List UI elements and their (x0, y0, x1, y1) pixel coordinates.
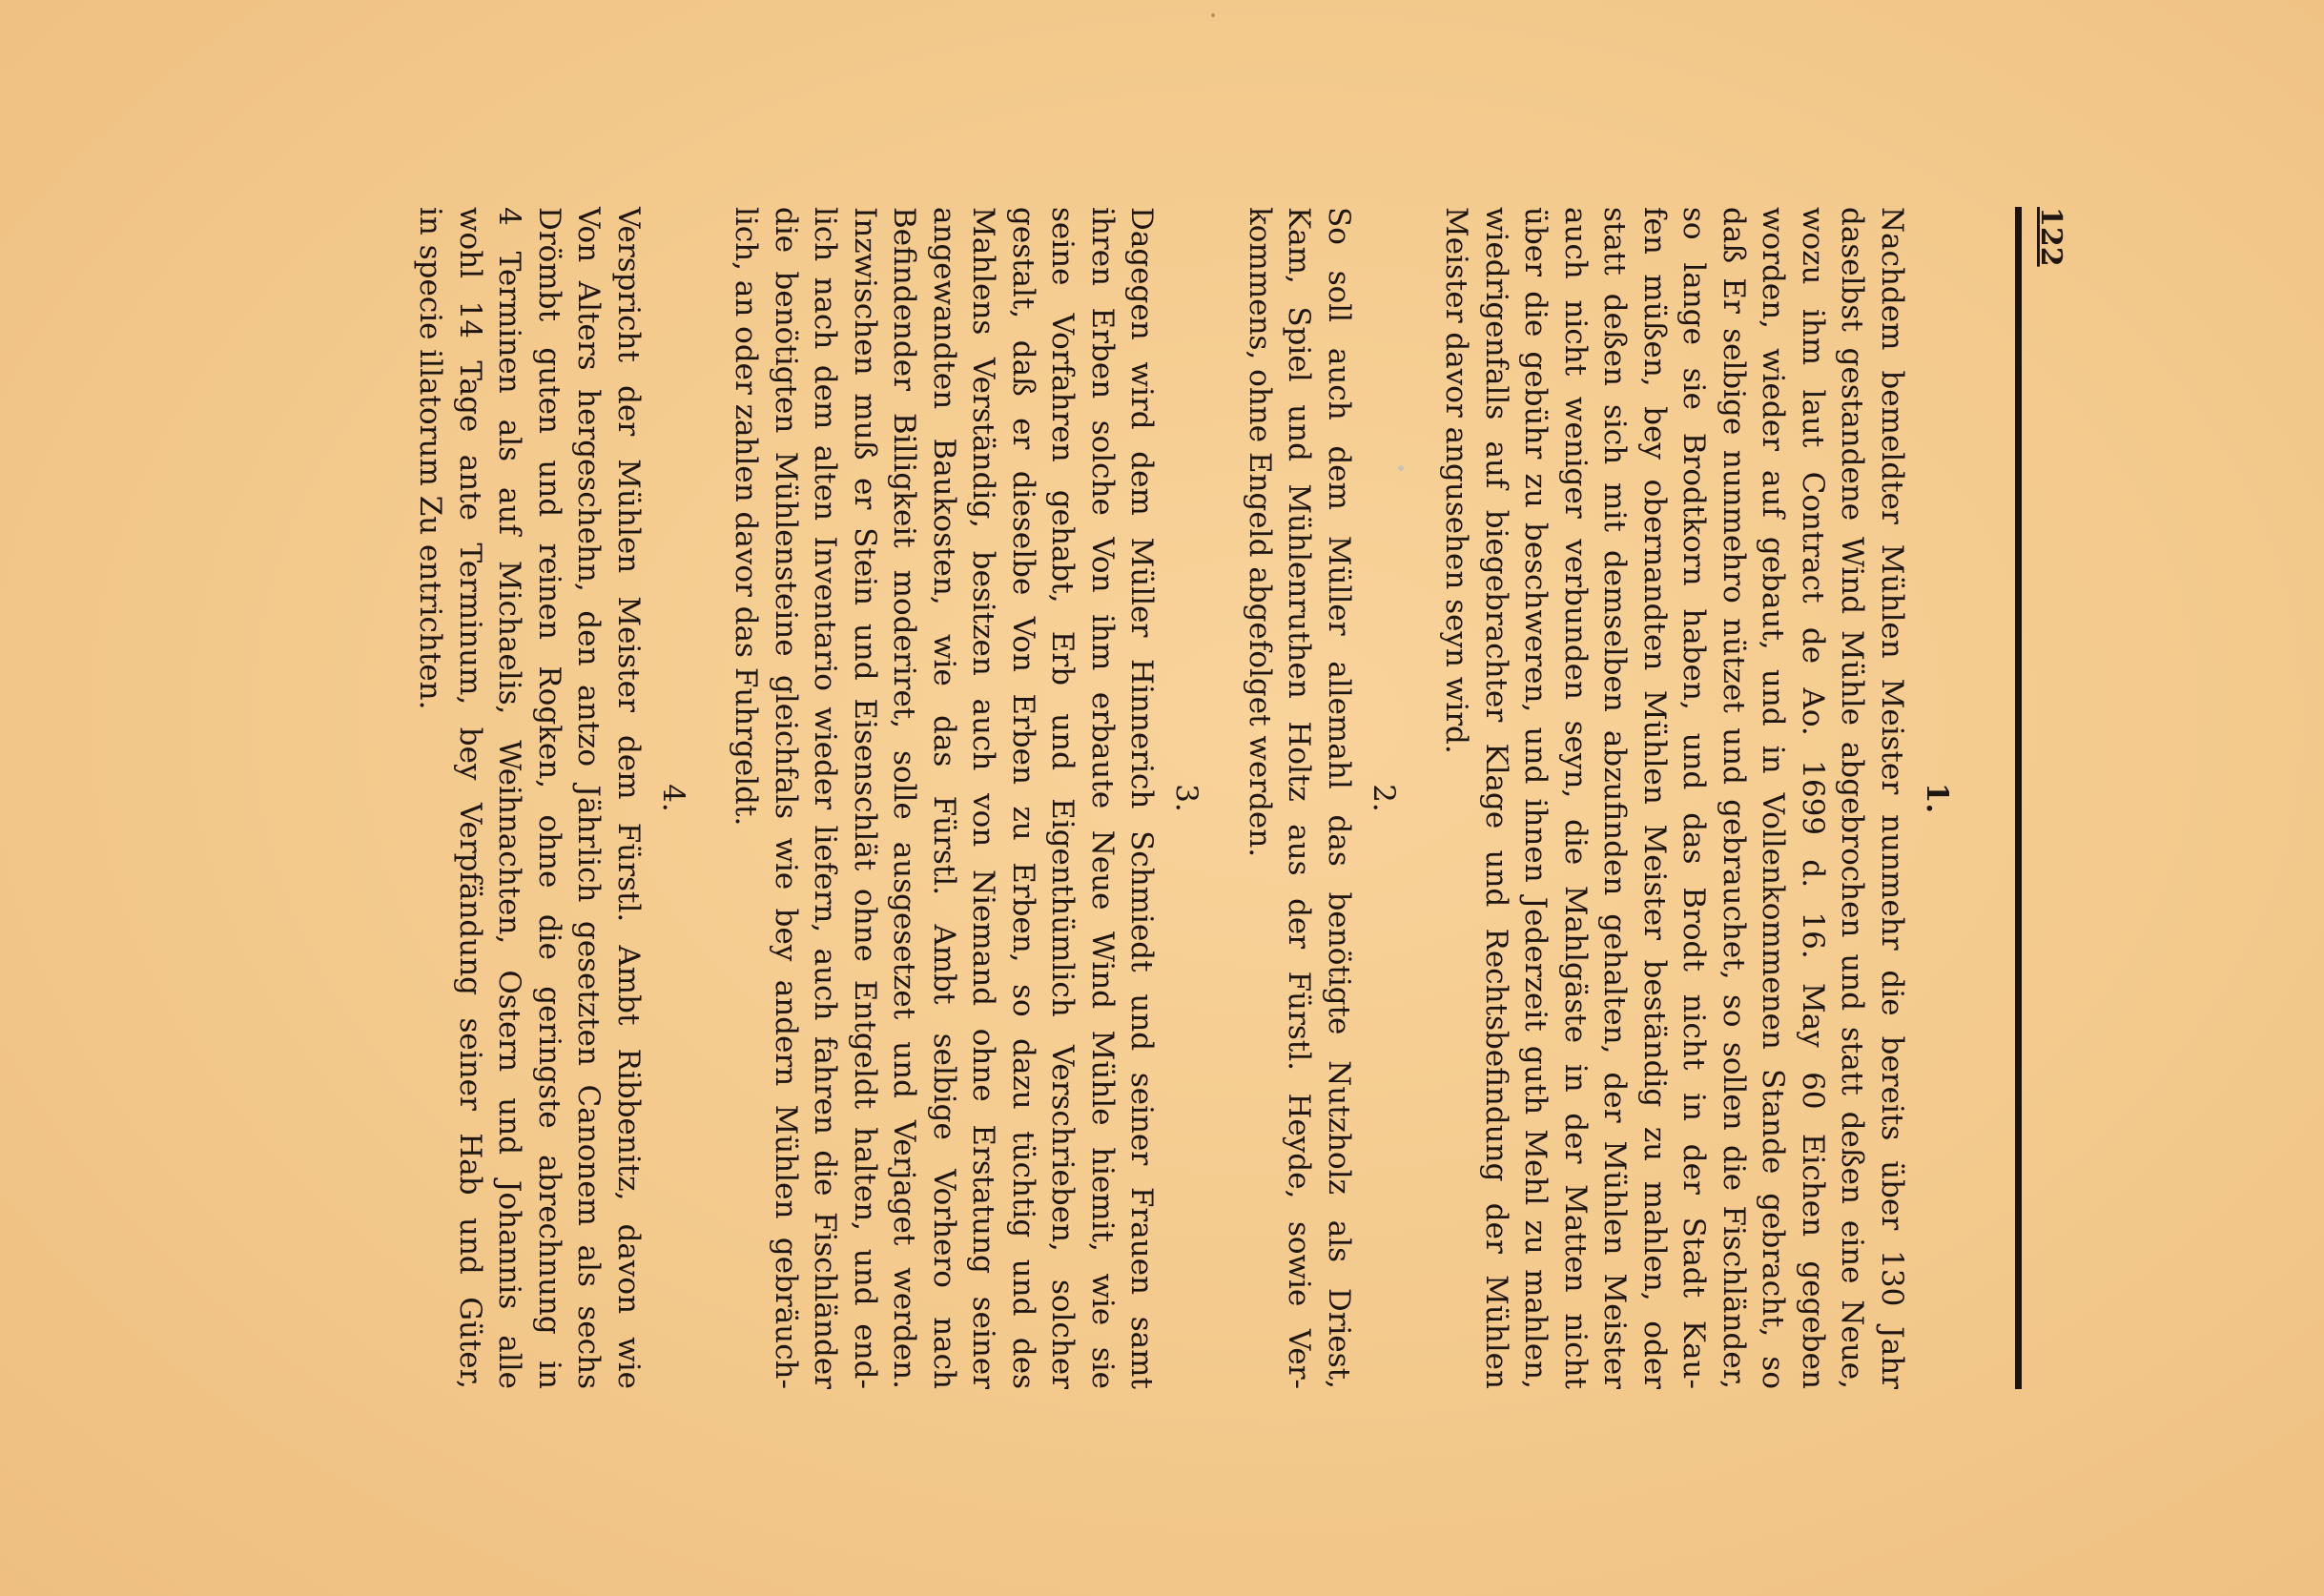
text-line: worden, wieder auf gebaut, und in Vollenkommenen Stande gebracht, so (1756, 207, 1791, 1389)
text-line: Dagegen wird dem Müller Hinnerich Schmiedt und seiner Frauen samt (1124, 207, 1160, 1389)
document-page (170, 121, 2153, 1475)
paper-speck (1211, 13, 1215, 17)
text-line: angewandten Baukosten, wie das Fürstl. Ambt selbige Vorhero nach (927, 207, 961, 1389)
text-line: Drömbt guten und reinen Rogken, ohne die geringste abrechnung in (532, 207, 566, 1389)
text-line: Kam, Spiel und Mühlenruthen Holtz aus der Fürstl. Heyde, sowie Ver- (1282, 207, 1317, 1389)
text-line: so lange sie Brodtkorn haben, und das Brodt nicht in der Stadt Kau- (1676, 207, 1712, 1389)
section-paragraph (410, 207, 648, 1389)
text-line: kommens, ohne Engeld abgefolget werden. (1243, 207, 1277, 858)
text-line: Verspricht der Mühlen Meister dem Fürstl. Ambt Ribbenitz, davon wie (611, 207, 646, 1389)
text-line: Inzwischen muß er Stein und Eisenschlät ohne Entgeldt halten, und end- (848, 207, 882, 1389)
text-line: 4 Terminen als auf Michaelis, Weihnachten, Ostern und Johannis alle (492, 207, 527, 1389)
section-heading: 1. (1920, 782, 1954, 814)
text-line: Befindender Billigkeit moderiret, solle ausgesetzet und Verjaget werden. (887, 207, 922, 1389)
header-rule (2015, 207, 2022, 1389)
text-line: Meister davor angusehen seyn wird. (1439, 207, 1474, 754)
text-line: über die gebühr zu beschweren, und ihnen Jederzeit guth Mehl zu mahlen, (1518, 207, 1553, 1389)
text-line: wohl 14 Tage ante Terminum, bey Verpfändung seiner Hab und Güter, (453, 207, 487, 1389)
text-line: Von Alters hergeschehn, den antzo Jährlich gesetzten Canonem als sechs (571, 207, 607, 1389)
text-line: auch nicht weniger verbunden seyn, die Mahlgäste in der Matten nicht (1558, 207, 1593, 1389)
text-line: wiedrigenfalls auf biegebrachter Klage und Rechtsbefindung der Mühlen (1479, 207, 1513, 1389)
text-line: daß Er selbige nunmehro nützet und gebrauchet, so sollen die Fischländer, (1717, 207, 1751, 1389)
text-line: statt deßen sich mit demselben abzufinden gehalten, der Mühlen Meister (1597, 207, 1633, 1389)
text-line: die benötigten Mühlensteine gleichfals wie bey andern Mühlen gebräuch- (769, 207, 803, 1389)
text-line: lich nach dem alten Inventario wieder liefern, auch fahren die Fischländer (808, 207, 843, 1389)
section-paragraph (1436, 207, 1911, 1389)
text-line: seine Vorfahren gehabt, Erb und Eigenthümlich Verschrieben, solcher (1045, 207, 1080, 1389)
section-paragraph (726, 207, 1162, 1389)
section-heading: 4. (656, 784, 690, 812)
page-body (208, 207, 2077, 1389)
text-line: lich, an oder zahlen davor das Fuhrgeldt. (729, 207, 764, 827)
text-line: daselbst gestandene Wind Mühle abgebrochen und statt deßen eine Neue, (1835, 207, 1870, 1389)
text-line: ihren Erben solche Von ihm erbaute Neue Wind Mühle hiemit, wie sie (1085, 207, 1120, 1389)
text-line: gestalt, daß er dieselbe Von Erben zu Erben, so dazu tüchtig und des (1006, 207, 1040, 1389)
text-line: Mahlens Verständig, besitzen auch von Niemand ohne Erstatung seiner (966, 207, 1001, 1389)
section-heading: 2. (1367, 784, 1401, 812)
section-paragraph (1240, 207, 1359, 1389)
text-line: So soll auch dem Müller allemahl das benötigte Nutzholz als Driest, (1322, 207, 1356, 1389)
document-text (383, 207, 1963, 1389)
text-line: in specie illatorum Zu entrichten. (413, 207, 448, 710)
text-line: fen müßen, bey obernandten Mühlen Meister beständig zu mahlen, oder (1637, 207, 1672, 1389)
page-number: 122 (2034, 207, 2067, 267)
section-heading: 3. (1169, 784, 1204, 812)
text-line: wozu ihm laut Contract de Ao. 1699 d. 16. May 60 Eichen gegeben (1796, 207, 1830, 1389)
text-line: Nachdem bemeldter Mühlen Meister nunmehr die bereits über 130 Jahr (1875, 207, 1909, 1389)
